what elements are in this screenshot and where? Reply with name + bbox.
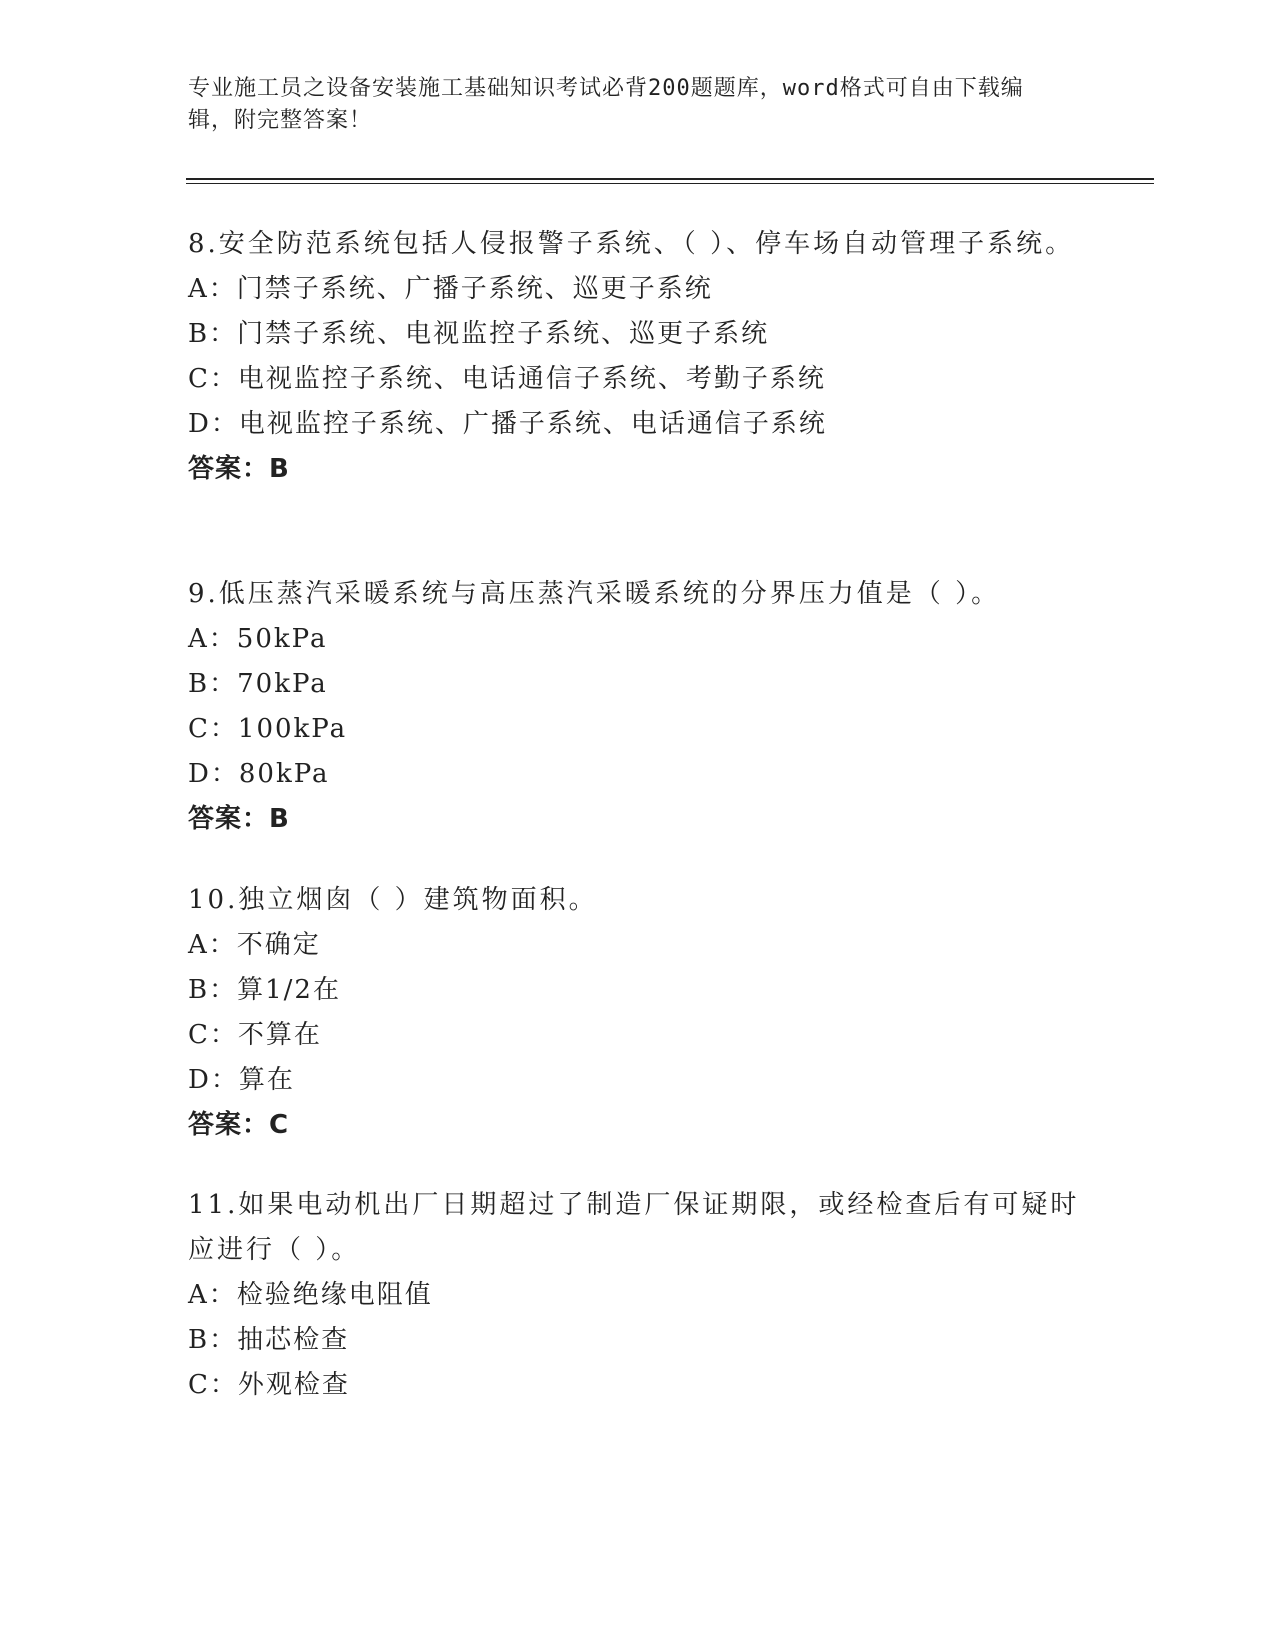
option-letter: D： [188, 1065, 239, 1095]
option-text: 80kPa [238, 759, 330, 789]
option-b [188, 968, 1088, 1013]
option-letter: A： [188, 1280, 237, 1310]
option-letter: C： [188, 1020, 238, 1050]
option-text: 算在 [238, 1065, 295, 1095]
option-text: 门禁子系统、电视监控子系统、巡更子系统 [237, 319, 770, 349]
document-header: 专业施工员之设备安装施工基础知识考试必背200题题库，word格式可自由下载编辑，附完整答案！ [188, 76, 1024, 133]
header-rule-thin [186, 183, 1154, 184]
option-letter: A： [188, 274, 237, 304]
option-text: 不算在 [237, 1020, 322, 1050]
option-letter: B： [188, 319, 238, 349]
option-text: 70kPa [237, 669, 328, 699]
answer-line: 答案：B [188, 454, 290, 484]
question-stem: 9.低压蒸汽采暖系统与高压蒸汽采暖系统的分界压力值是（ ）。 [188, 579, 1001, 609]
option-text: 电视监控子系统、电话通信子系统、考勤子系统 [237, 364, 826, 394]
option-text: 门禁子系统、广播子系统、巡更子系统 [236, 274, 713, 304]
option-b [188, 662, 1088, 707]
option-b [188, 1318, 1088, 1363]
question-9 [188, 572, 1088, 842]
option-letter: A： [188, 930, 237, 960]
option-text: 100kPa [237, 714, 348, 744]
option-letter: B： [188, 1325, 238, 1355]
answer-line: 答案：B [188, 804, 290, 834]
option-letter: A： [188, 624, 237, 654]
option-d [188, 752, 1088, 797]
option-letter: D： [188, 409, 239, 439]
option-text: 检验绝缘电阻值 [236, 1280, 433, 1310]
option-c [188, 357, 1088, 402]
option-a [188, 267, 1088, 312]
question-8 [188, 222, 1088, 492]
option-letter: C： [188, 714, 238, 744]
option-text: 不确定 [236, 930, 321, 960]
option-c [188, 1363, 1088, 1408]
option-text: 50kPa [236, 624, 328, 654]
option-text: 算1/2在 [237, 975, 341, 1005]
question-11 [188, 1183, 1088, 1408]
question-stem: 11.如果电动机出厂日期超过了制造厂保证期限，或经检查后有可疑时应进行（ ）。 [188, 1190, 1080, 1265]
header-rule-thick [186, 178, 1154, 180]
answer-line: 答案：C [188, 1110, 290, 1140]
option-d [188, 402, 1088, 447]
option-letter: C： [188, 1370, 238, 1400]
option-c [188, 1013, 1088, 1058]
option-text: 电视监控子系统、广播子系统、电话通信子系统 [238, 409, 827, 439]
question-stem: 8.安全防范系统包括人侵报警子系统、（ ）、停车场自动管理子系统。 [188, 229, 1075, 259]
option-text: 外观检查 [237, 1370, 350, 1400]
option-a [188, 617, 1088, 662]
option-text: 抽芯检查 [237, 1325, 350, 1355]
option-b [188, 312, 1088, 357]
question-stem: 10.独立烟囱（ ）建筑物面积。 [188, 885, 598, 915]
question-10 [188, 878, 1088, 1148]
option-a [188, 923, 1088, 968]
option-a [188, 1273, 1088, 1318]
option-d [188, 1058, 1088, 1103]
option-letter: B： [188, 975, 238, 1005]
option-letter: B： [188, 669, 238, 699]
option-letter: D： [188, 759, 239, 789]
option-c [188, 707, 1088, 752]
option-letter: C： [188, 364, 238, 394]
